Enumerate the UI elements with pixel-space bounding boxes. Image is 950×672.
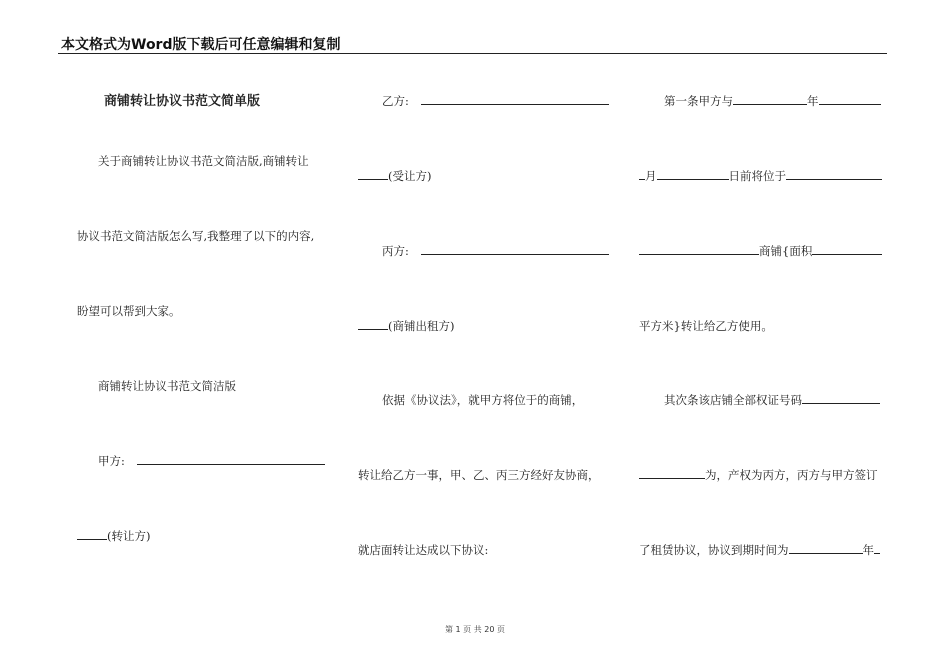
article-1-blank-7 xyxy=(812,244,882,255)
article-1-text: 第一条甲方与 xyxy=(664,94,733,108)
party-b-role-blank xyxy=(358,169,388,180)
article-1-year: 年 xyxy=(807,94,819,108)
article-2-blank-2 xyxy=(639,468,705,479)
section-subtitle: 商铺转让协议书范文简洁版 xyxy=(98,379,236,393)
article-1-month: 月 xyxy=(645,169,657,183)
article-1-blank-6 xyxy=(639,244,759,255)
article-2-blank-1 xyxy=(802,393,880,404)
party-c-line xyxy=(382,244,609,258)
party-a-role-blank xyxy=(77,529,107,540)
intro-line-1: 关于商铺转让协议书范文简洁版,商铺转让 xyxy=(98,154,309,168)
article-1-blank-1 xyxy=(733,94,807,105)
article-1-blank-5 xyxy=(786,169,882,180)
party-c-role-blank xyxy=(358,319,388,330)
article-1-blank-4 xyxy=(657,169,729,180)
article-1-day-text: 日前将位于 xyxy=(728,169,786,183)
page-footer: 第 1 页 共 20 页 xyxy=(445,625,505,634)
party-a-role-line xyxy=(77,529,150,543)
intro-line-3: 盼望可以帮到大家。 xyxy=(77,304,181,318)
article-2-line-3 xyxy=(639,543,880,557)
article-2-ownership-text: 为，产权为丙方，丙方与甲方签订 xyxy=(705,468,878,482)
party-c-role-line xyxy=(358,319,454,333)
intro-line-2: 协议书范文简洁版怎么写,我整理了以下的内容, xyxy=(77,229,315,243)
party-b-role: (受让方) xyxy=(388,169,432,183)
agreement-paragraph-2: 转让给乙方一事，甲、乙、丙三方经好友协商， xyxy=(358,468,600,482)
party-a-role: (转让方) xyxy=(107,529,151,543)
party-b-role-line xyxy=(358,169,431,183)
party-a-line xyxy=(98,454,325,468)
article-1-line-4: 平方米}转让给乙方使用。 xyxy=(639,319,773,333)
party-a-label: 甲方: xyxy=(98,454,125,468)
party-c-blank xyxy=(421,244,609,255)
party-a-blank xyxy=(137,454,325,465)
article-2-blank-3 xyxy=(789,543,863,554)
article-2-lease-text: 了租赁协议，协议到期时间为 xyxy=(639,543,789,557)
party-b-line xyxy=(382,94,609,108)
article-2-blank-4 xyxy=(874,543,880,554)
header-divider xyxy=(58,53,887,54)
agreement-paragraph-1: 依据《协议法》，就甲方将位于的商铺， xyxy=(382,393,584,407)
document-title: 商铺转让协议书范文简单版 xyxy=(104,94,261,109)
article-1-line-1 xyxy=(664,94,881,108)
article-2-year: 年 xyxy=(862,543,874,557)
party-b-blank xyxy=(421,94,609,105)
article-1-blank-2 xyxy=(819,94,881,105)
article-1-shop-text: 商铺{面积 xyxy=(759,244,813,258)
article-1-line-3 xyxy=(639,244,882,258)
document-header: 本文格式为Word版下载后可任意编辑和复制 xyxy=(61,37,341,53)
party-c-role: (商铺出租方) xyxy=(388,319,455,333)
party-c-label: 丙方: xyxy=(382,244,409,258)
article-2-text: 其次条该店铺全部权证号码 xyxy=(664,393,802,407)
article-2-line-1 xyxy=(664,393,880,407)
agreement-paragraph-3: 就店面转让达成以下协议: xyxy=(358,543,489,557)
party-b-label: 乙方: xyxy=(382,94,409,108)
article-1-line-2 xyxy=(639,169,882,183)
article-2-line-2 xyxy=(639,468,878,482)
